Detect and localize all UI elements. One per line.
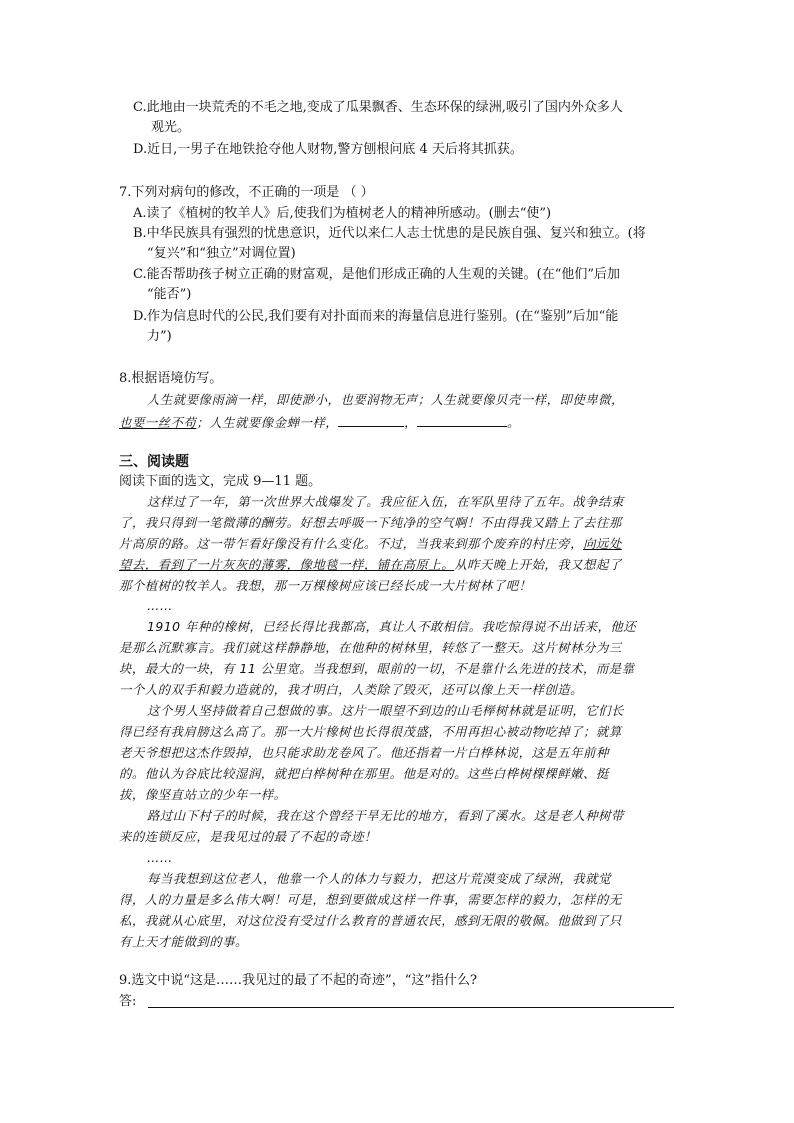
passage-p1-line2: 了，我只得到一笔微薄的酬劳。好想去呼吸一下纯净的空气啊！不由得我又踏上了去往那 (119, 515, 622, 530)
q9-stem: 9.选文中说“这是……我见过的最了不起的奇迹”，“这”指什么? (119, 973, 477, 988)
q8-blank-1[interactable] (338, 412, 404, 427)
passage-p1-line1: 这样过了一年，第一次世界大战爆发了。我应征入伍，在军队里待了五年。战争结束 (147, 494, 624, 509)
q7-option-d-line2: 力”) (147, 329, 172, 344)
passage-p3-line5: 拔，像坚直站立的少年一样。 (119, 787, 287, 802)
q6-option-d: D.近日,一男子在地铁抢夺他人财物,警方刨根问底 4 天后将其抓获。 (133, 142, 523, 157)
passage-p3-line1: 这个男人坚持做着自己想做的事。这片一眼望不到边的山毛榉树林就是证明，它们长 (147, 703, 624, 718)
q8-prompt-line1: 人生就要像雨滴一样，即使渺小，也要润物无声；人生就要像贝壳一样，即使卑微， (147, 392, 624, 407)
q9-answer-label: 答: (119, 994, 137, 1009)
q8-prompt-line2 (119, 412, 520, 433)
passage-p5-line4: 有上天才能做到的事。 (119, 934, 248, 949)
passage-p5-line3: 私，我就从心底里，对这位没有受过什么教育的普通农民，感到无限的敬佩。他做到了只 (119, 913, 622, 928)
q8-comma: ， (404, 415, 418, 430)
passage-p4-line2: 来的连锁反应，是我见过的最了不起的奇迹！ (119, 829, 377, 844)
passage-p2-line4: 一个人的双手和毅力造就的，我才明白，人类除了毁灭，还可以像上天一样创造。 (119, 682, 584, 697)
q7-option-c-line1: C.能否帮助孩子树立正确的财富观，是他们形成正确的人生观的关键。(在“他们”后加 (133, 267, 620, 282)
q8-underlined-phrase: 也要一丝不苟 (119, 415, 197, 430)
section-heading: 三、阅读题 (119, 454, 189, 470)
q7-stem: 7.下列对病句的修改，不正确的一项是 （ ） (119, 185, 374, 200)
passage-text: 片高原的路。这一带乍看好像没有什么变化。不过，当我来到那个废弃的村庄旁， (119, 536, 584, 551)
passage-p1-line3 (119, 534, 622, 554)
section-intro: 阅读下面的选文，完成 9—11 题。 (119, 474, 322, 489)
passage-p1-line5: 那个植树的牧羊人。我想，那一万棵橡树应该已经长成一大片树林了吧！ (119, 578, 532, 593)
q7-option-c-line2: “能否”) (147, 287, 192, 302)
passage-p4-line1: 路过山下村子的时候，我在这个曾经干旱无比的地方，看到了溪水。这是老人种树带 (147, 808, 624, 823)
q7-option-a: A.读了《植树的牧羊人》后,使我们为植树老人的精神所感动。(删去“使”) (133, 206, 552, 221)
passage-p5-line2: 得，人的力量是多么伟大啊！可是，想到要做成这样一件事，需要怎样的毅力，怎样的无 (119, 892, 622, 907)
passage-p2-line3: 块，最大的一块，有 11 公里宽。当我想到，眼前的一切，不是靠什么先进的技术，而是靠 (119, 661, 635, 676)
passage-ellipsis: …… (147, 850, 173, 865)
q8-blank-2[interactable] (417, 412, 507, 427)
q8-prompt-text: ；人生就要像金蝉一样， (196, 415, 339, 430)
passage-p3-line4: 的。他认为谷底比较湿润，就把白桦树种在那里。他是对的。这些白桦树棵棵鲜嫩、挺 (119, 766, 609, 781)
passage-ellipsis: …… (147, 598, 173, 613)
q6-option-c-line2: 观光。 (151, 120, 191, 135)
q8-period: 。 (507, 415, 520, 430)
passage-p3-line3: 老天爷想把这杰作毁掉，也只能求助龙卷风了。他还指着一片白桦林说，这是五年前种 (119, 745, 609, 760)
passage-p5-line1: 每当我想到这位老人，他靠一个人的体力与毅力，把这片荒漠变成了绿洲，我就觉 (147, 871, 612, 886)
passage-p3-line2: 得已经有我肩膀这么高了。那一大片橡树也长得很茂盛，不用再担心被动物吃掉了；就算 (119, 724, 622, 739)
passage-underlined-text: 望去，看到了一片灰灰的薄雾，像地毯一样，铺在高原上。 (119, 557, 455, 572)
passage-underlined-text: 向远处 (583, 536, 622, 551)
passage-p1-line4 (119, 555, 622, 575)
passage-p2-line2: 是那么沉默寡言。我们就这样静静地，在他种的树林里，转悠了一整天。这片树林分为三 (119, 640, 622, 655)
q8-stem: 8.根据语境仿写。 (119, 371, 223, 386)
passage-p2-line1: 1910 年种的橡树，已经长得比我都高，真让人不敢相信。我吃惊得说不出话来，他还 (147, 619, 637, 634)
q9-answer-line[interactable] (148, 1007, 674, 1008)
passage-text: 从昨天晚上开始，我又想起了 (454, 557, 622, 572)
q7-option-b-line2: “复兴”和“独立”对调位置) (147, 246, 296, 261)
q7-option-b-line1: B.中华民族具有强烈的忧患意识，近代以来仁人志士忧患的是民族自强、复兴和独立。(将 (133, 226, 646, 241)
q7-option-d-line1: D.作为信息时代的公民,我们要有对扑面而来的海量信息进行鉴别。(在“鉴别”后加“能 (133, 309, 619, 324)
q6-option-c-line1: C.此地由一块荒秃的不毛之地,变成了瓜果飘香、生态环保的绿洲,吸引了国内外众多人 (133, 100, 623, 115)
